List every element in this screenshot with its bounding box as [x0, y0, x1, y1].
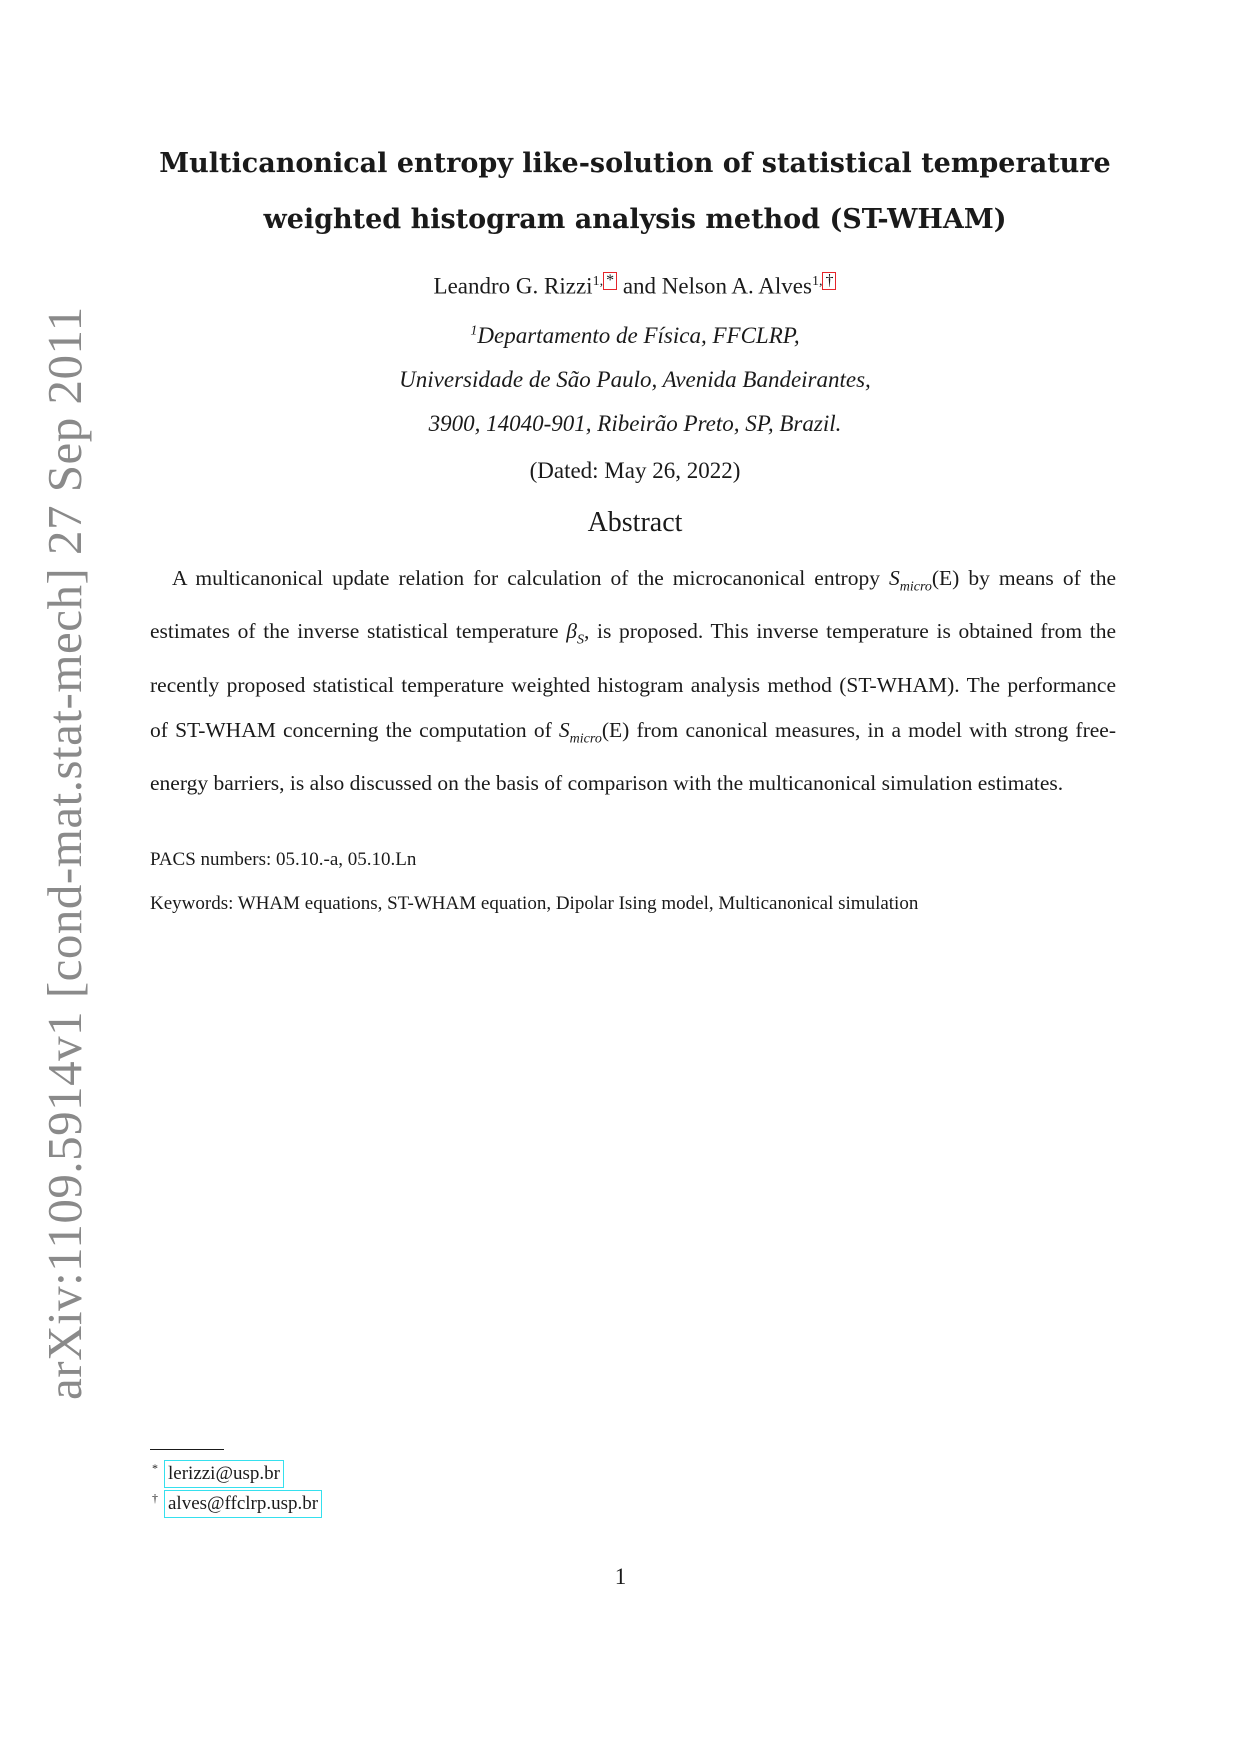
math-s-micro-1: $S_{micro}$ — [888, 566, 932, 595]
abstract-part-1: A multicanonical update relation for calculation of the microcanonical entropy — [172, 566, 889, 590]
math-s-micro-2: $S_{micro}$ — [558, 717, 602, 746]
footnote-2-mark: † — [152, 1490, 158, 1505]
author-2-name: Nelson A. Alves — [661, 273, 812, 299]
affiliation-line-3: 3900, 14040-901, Ribeirão Preto, SP, Brazil. — [428, 411, 842, 436]
footnote-rule — [150, 1449, 224, 1450]
abstract-heading: Abstract — [587, 507, 683, 538]
author-2-affil-marker: 1, — [811, 274, 823, 289]
affiliation-marker: 1 — [470, 323, 478, 339]
abstract-part-3: , is proposed. This inverse temperature is obtained from the recently proposed statistical temperature weighted histogram analysis method (ST-WHAM). The performance of ST-WHAM concerning the computation of — [150, 619, 1116, 742]
abstract-part-4: from canonical measures, in a model with strong free-energy barriers, is also discussed on the basis of comparison with the multicanonical simulation estimates. — [150, 717, 1116, 795]
affiliation-line-1 — [150, 323, 1120, 349]
footnote-1-mark: * — [152, 1460, 158, 1475]
footnote-1 — [152, 1460, 284, 1488]
math-arg-e-1: (E) — [931, 566, 960, 590]
math-arg-e-2: (E) — [601, 717, 630, 742]
affiliation-line-2: Universidade de São Paulo, Avenida Bandeirantes, — [399, 367, 871, 392]
arxiv-stamp: arXiv:1109.5914v1 [cond-mat.stat-mech] 27 Sep 2011 — [37, 306, 92, 1400]
email-link-2[interactable]: alves@ffclrp.usp.br — [164, 1490, 322, 1518]
abstract-body — [150, 556, 1116, 806]
author-2-footnote-link[interactable]: † — [822, 272, 836, 290]
dated-line: (Dated: May 26, 2022) — [529, 458, 741, 483]
affiliation-text-1: Departamento de Física, FFCLRP, — [477, 323, 800, 348]
author-1-name: Leandro G. Rizzi — [433, 273, 593, 299]
title-line-1: Multicanonical entropy like-solution of statistical temperature — [159, 148, 1111, 179]
page-number: 1 — [614, 1564, 627, 1589]
title-line-2: weighted histogram analysis method (ST-WHAM) — [263, 204, 1007, 235]
abstract-part-2: by means of the estimates of the inverse statistical temperature — [150, 566, 1117, 644]
author-1-affil-marker: 1, — [592, 274, 604, 289]
footnote-2 — [152, 1490, 322, 1518]
keywords: Keywords: WHAM equations, ST-WHAM equation, Dipolar Ising model, Multicanonical simulation — [150, 893, 919, 914]
math-beta-s: $\beta_S$ — [566, 619, 584, 648]
author-line — [150, 272, 1120, 300]
author-1-footnote-link[interactable]: * — [603, 272, 617, 290]
author-conjunction: and — [622, 273, 657, 299]
paper-title — [150, 136, 1120, 248]
pacs-numbers: PACS numbers: 05.10.-a, 05.10.Ln — [150, 849, 417, 870]
email-link-1[interactable]: lerizzi@usp.br — [164, 1460, 284, 1488]
